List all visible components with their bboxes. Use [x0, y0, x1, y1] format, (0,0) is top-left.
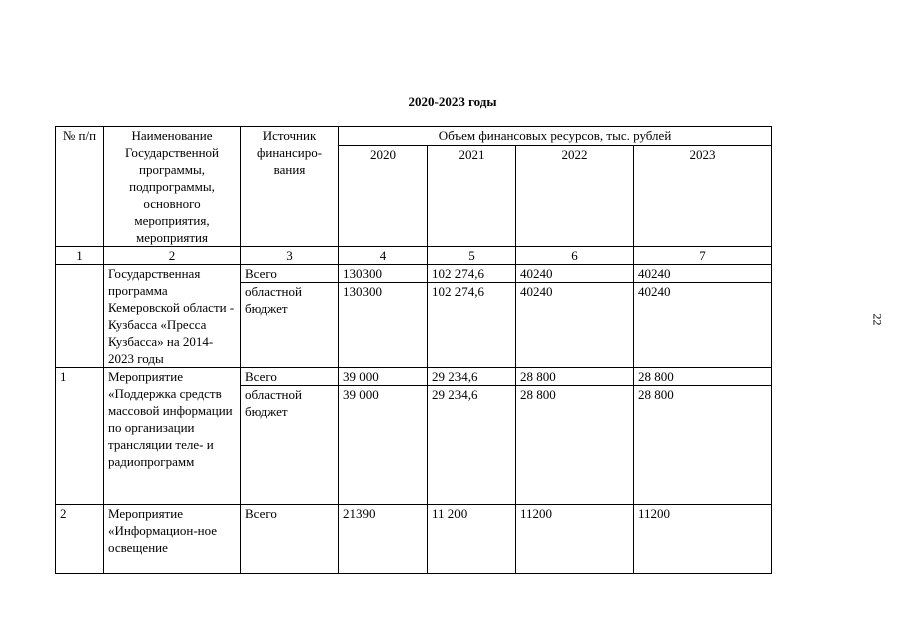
row-value: 11 200	[428, 505, 516, 574]
row-value: 130300	[339, 283, 428, 368]
row-value: 28 800	[634, 368, 772, 386]
row-value: 11200	[634, 505, 772, 574]
row-source: Всего	[241, 265, 339, 283]
row-value: 28 800	[516, 368, 634, 386]
column-number: 3	[241, 247, 339, 265]
row-source: Всего	[241, 368, 339, 386]
row-value: 102 274,6	[428, 283, 516, 368]
row-num: 2	[56, 505, 104, 574]
column-number: 4	[339, 247, 428, 265]
row-value: 28 800	[634, 386, 772, 505]
row-num	[56, 265, 104, 368]
row-value: 40240	[634, 283, 772, 368]
column-number: 6	[516, 247, 634, 265]
row-value: 40240	[516, 265, 634, 283]
row-name: Государственная программа Кемеровской области - Кузбасса «Пресса Кузбасса» на 2014-2023 годы	[104, 265, 241, 368]
row-value: 29 234,6	[428, 368, 516, 386]
header-row	[56, 127, 772, 146]
header-year: 2021	[428, 146, 516, 247]
column-number-row	[56, 247, 772, 265]
header-year: 2020	[339, 146, 428, 247]
column-number: 7	[634, 247, 772, 265]
column-number: 2	[104, 247, 241, 265]
header-source: Источник финансиро-вания	[241, 127, 339, 247]
row-value: 21390	[339, 505, 428, 574]
financing-table	[55, 126, 772, 574]
table-row	[56, 265, 772, 283]
row-value: 102 274,6	[428, 265, 516, 283]
row-name: Мероприятие «Информацион-ное освещение	[104, 505, 241, 574]
page-heading: 2020-2023 годы	[408, 94, 497, 109]
header-year: 2022	[516, 146, 634, 247]
header-volume: Объем финансовых ресурсов, тыс. рублей	[339, 127, 772, 146]
row-value: 39 000	[339, 368, 428, 386]
row-source: областной бюджет	[241, 386, 339, 505]
table-row	[56, 505, 772, 574]
page-number: 22	[870, 313, 885, 326]
column-number: 1	[56, 247, 104, 265]
header-num: № п/п	[56, 127, 104, 247]
row-value: 130300	[339, 265, 428, 283]
row-source: областной бюджет	[241, 283, 339, 368]
table-row	[56, 368, 772, 386]
header-name: Наименование Государственной программы, подпрограммы, основного мероприятия, мероприятия	[104, 127, 241, 247]
row-value: 40240	[516, 283, 634, 368]
row-value: 39 000	[339, 386, 428, 505]
row-num: 1	[56, 368, 104, 505]
column-number: 5	[428, 247, 516, 265]
row-source: Всего	[241, 505, 339, 574]
row-value: 28 800	[516, 386, 634, 505]
header-year: 2023	[634, 146, 772, 247]
row-name: Мероприятие «Поддержка средств массовой информации по организации трансляции теле- и радиопрограмм	[104, 368, 241, 505]
row-value: 29 234,6	[428, 386, 516, 505]
row-value: 40240	[634, 265, 772, 283]
row-value: 11200	[516, 505, 634, 574]
